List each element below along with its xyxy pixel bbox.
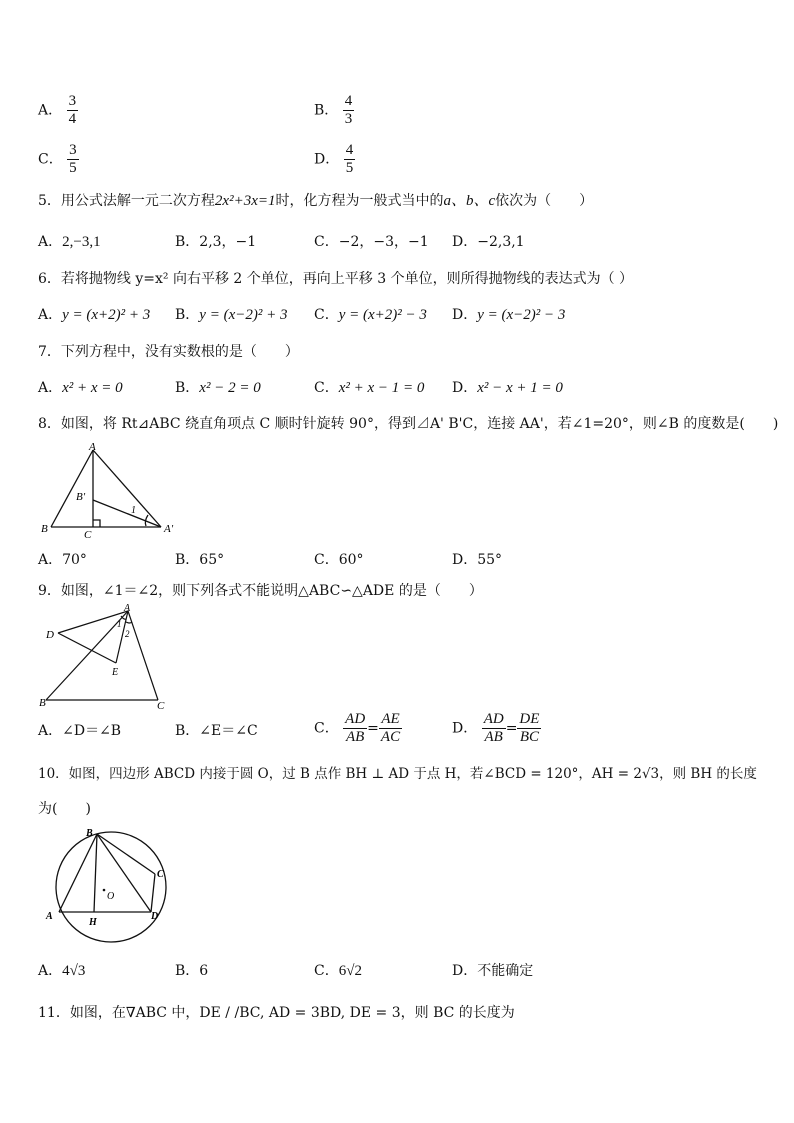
segment-bh [94,834,97,912]
q9-option-c: C． $\frac{AD}{AB}$ = $\frac{AE}{AC}$ [314,711,401,745]
q6-stem: 6．若将抛物线 y=x² 向右平移 2 个单位，再向上平移 3 个单位，则所得抛物线的表达式为（ ） [38,271,634,287]
fraction: $\frac{AD}{AB}$ [345,711,366,745]
label-angle-1: 1 [131,505,136,516]
segment-cd [151,874,155,912]
q10-option-c: C．6√2 [314,963,362,979]
q4-option-b: B． $\frac{4}{3}$ [314,93,353,127]
label-c: C [157,869,164,880]
angle-2-arc [126,622,132,623]
q4-option-c: C． $\frac{3}{5}$ [38,142,77,176]
label-a: A [46,911,53,922]
segment-de [58,633,116,663]
label-d: D [46,629,54,641]
q6-option-d: D．y = (x−2)² − 3 [452,307,566,323]
q9-option-d: D． $\frac{AD}{AB}$ = $\frac{DE}{BC}$ [452,711,540,745]
label-a-prime: A′ [164,523,174,535]
q8-option-b: B．65° [175,552,225,568]
label-b: B [41,523,48,535]
q9-figure [36,603,171,713]
q9-option-b: B．∠E＝∠C [175,723,258,739]
label-b: B [86,828,93,839]
right-angle-mark [93,520,100,527]
q7-stem: 7．下列方程中，没有实数根的是（ ） [38,344,299,360]
fraction: $\frac{3}{5}$ [69,142,77,176]
q9-option-a: A．∠D＝∠B [38,723,122,739]
label-b: B [39,697,46,709]
q8-option-a: A．70° [38,552,87,568]
q10-figure [36,822,176,952]
q7-option-b: B．x² − 2 = 0 [175,380,261,396]
q7-option-c: C．x² + x − 1 = 0 [314,380,425,396]
q5-option-a: A．2,−3,1 [38,234,101,250]
label-c: C [84,529,92,540]
label-h: H [89,917,97,928]
q10-option-d: D．不能确定 [452,963,534,979]
fraction: $\frac{AE}{AC}$ [380,711,401,745]
q5-option-c: C．−2，−3，−1 [314,234,429,250]
q5-option-b: B．2,3，−1 [175,234,257,250]
label-a: A [89,441,96,453]
fraction: $\frac{4}{5}$ [345,142,354,176]
label-e: E [112,667,119,678]
segment-bd [97,834,151,912]
circle-o [56,832,166,942]
segment-aa-prime [93,450,161,527]
fraction: $\frac{3}{4}$ [68,93,77,127]
fraction: $\frac{AD}{AB}$ [483,711,504,745]
label-angle-2: 2 [125,629,130,639]
q4-option-d: D． $\frac{4}{5}$ [314,142,354,176]
q6-option-b: B．y = (x−2)² + 3 [175,307,288,323]
q8-stem: 8．如图，将 Rt⊿ABC 绕直角项点 C 顺时针旋转 90°，得到⊿A' B'C，连接 AA'，若∠1=20°，则∠B 的度数是( ) [38,416,779,432]
angle-1-arc [145,515,148,526]
label-d: D [151,911,159,922]
q7-option-a: A．x² + x = 0 [38,380,123,396]
fraction: $\frac{DE}{BC}$ [519,711,540,745]
q4-option-a: A． $\frac{3}{4}$ [38,93,77,127]
segment-bc [97,834,155,874]
q11-stem: 11．如图，在∇ABC 中，DE / /BC, AD = 3BD, DE = 3，则 BC 的长度为 [38,1005,515,1021]
q6-option-c: C．y = (x+2)² − 3 [314,307,427,323]
segment-ab [51,450,93,527]
label-angle-1: 1 [117,619,122,629]
q7-option-d: D．x² − x + 1 = 0 [452,380,563,396]
q10-option-a: A．4√3 [38,963,86,979]
q8-option-c: C．60° [314,552,364,568]
segment-b-prime-a-prime [93,500,161,527]
q10-option-b: B．6 [175,963,209,979]
center-point [103,889,106,892]
fraction: $\frac{4}{3}$ [344,93,353,127]
q5-stem: 5．用公式法解一元二次方程2x²+3x=1时，化方程为一般式当中的a、b、c依次为（ ） [38,193,594,209]
label-o: O [107,891,115,902]
label-c: C [157,700,165,712]
q9-stem: 9．如图，∠1＝∠2，则下列各式不能说明△ABC∽△ADE 的是（ ） [38,583,483,599]
segment-ac [128,611,158,700]
q8-option-d: D．55° [452,552,503,568]
q5-option-d: D．−2,3,1 [452,234,525,250]
q10-stem-line2: 为( ) [38,801,91,817]
segment-ab [59,834,97,912]
q6-option-a: A．y = (x+2)² + 3 [38,307,151,323]
label-a: A [124,603,131,614]
label-b-prime: B′ [76,491,86,503]
q8-figure [36,440,186,540]
q10-stem-line1: 10．如图，四边形 ABCD 内接于圆 O，过 B 点作 BH ⊥ AD 于点 H，若∠BCD = 120°，AH = 2√3，则 BH 的长度 [38,766,757,782]
